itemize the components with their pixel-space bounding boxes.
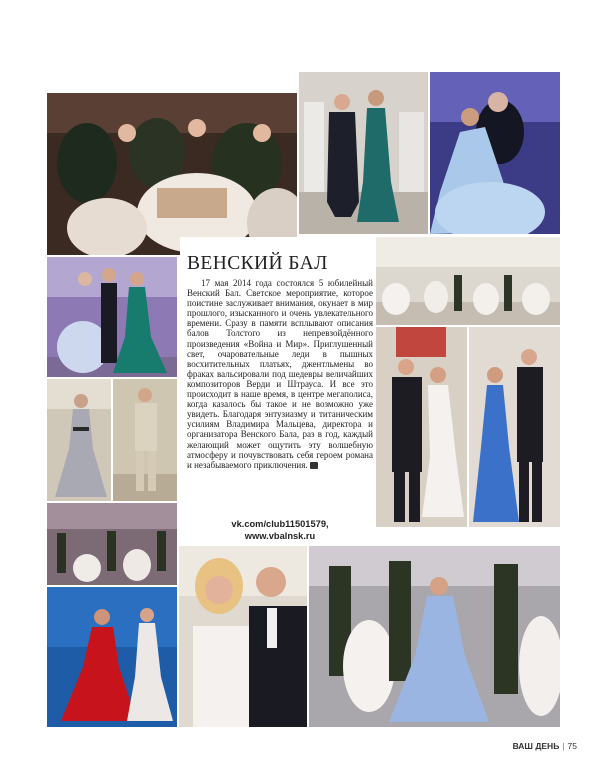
magazine-name: ВАШ ДЕНЬ bbox=[512, 741, 560, 751]
article-block bbox=[180, 237, 376, 527]
photo-couple-bouquet bbox=[376, 327, 467, 527]
page-number: 75 bbox=[567, 741, 577, 751]
photo-ball-ballroom bbox=[47, 503, 177, 585]
page-footer bbox=[513, 741, 577, 751]
photo-red-dress-dancer bbox=[47, 587, 177, 727]
article-title: ВЕНСКИЙ БАЛ bbox=[187, 253, 328, 274]
footer-separator: | bbox=[562, 741, 565, 751]
photo-man-beige-suit bbox=[113, 379, 177, 501]
photo-couples-purple-hall bbox=[47, 257, 177, 377]
article-body bbox=[187, 278, 373, 470]
photo-cadets-cake bbox=[47, 93, 297, 255]
photo-girl-grey-gown bbox=[47, 379, 111, 501]
contact-links bbox=[215, 518, 345, 542]
photo-hall-dancers bbox=[376, 237, 560, 325]
article-body-text: 17 мая 2014 года состоялся 5 юбилейный Венский Бал. Светское мероприятие, которое поистине заслуживает внимания, окунает в мир прошлого, изысканного и очень увлекательного времени. Сразу в памяти всплывают описания балов Толстого из непревзойдённого произведения «Война и Мир». Приглушенный свет, очаровательные леди в пышных восхитительных платьях, джентльмены во фраках вальсировали под шедевры величайших композиторов Верди и Штрауса. И все это происходит в наше время, в центре мегаполиса, когда казалось бы такое и не возможно уже увидеть. Благодаря энтузиазму и титаническим усилиям Владимира Мальцева, директора и организатора Венского Бала, раз в год, каждый желающий может ощутить эту волшебную атмосферу и почувствовать себя героем романа и незабываемого приключения. bbox=[187, 278, 373, 470]
photo-group-blue-gown bbox=[309, 546, 560, 727]
photo-waltz-blue-dress bbox=[430, 72, 560, 234]
photo-couple-teal-dress bbox=[299, 72, 428, 234]
photo-couple-closeup bbox=[179, 546, 307, 727]
site-link[interactable]: www.vbalnsk.ru bbox=[244, 531, 316, 541]
vk-link[interactable]: vk.com/club11501579, bbox=[231, 519, 329, 529]
end-of-article-icon bbox=[310, 462, 318, 469]
photo-couple-blue-dress bbox=[469, 327, 560, 527]
